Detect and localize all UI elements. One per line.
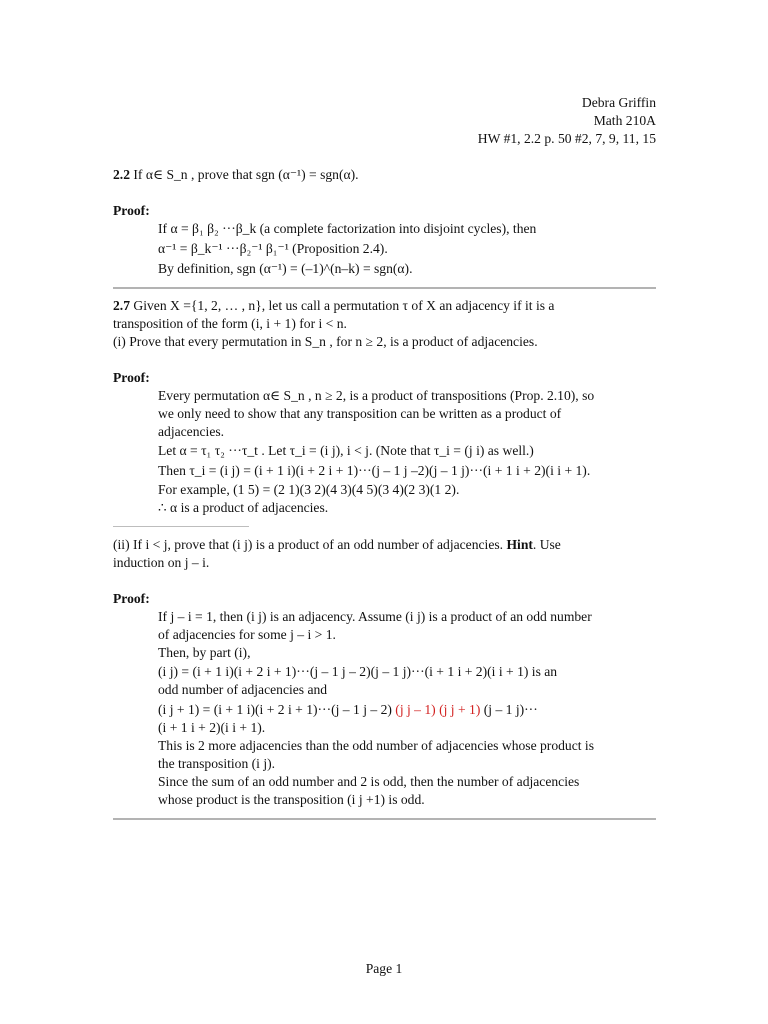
part-ii-text: induction on j – i. — [113, 555, 210, 570]
equation-part: (j – 1 j)··· — [480, 702, 538, 717]
proof-line: Since the sum of an odd number and 2 is odd, then the number of adjacencies — [158, 774, 580, 789]
course-name: Math 210A — [593, 113, 656, 128]
short-divider — [113, 526, 249, 527]
author-name: Debra Griffin — [581, 95, 656, 110]
proof-line: whose product is the transposition (i j +1) is odd. — [158, 792, 425, 807]
proof-line: By definition, sgn (α⁻¹) = (–1)^(n–k) = sgn(α). — [158, 261, 413, 276]
proof-line: Then τ_i = (i j) = (i + 1 i)(i + 2 i + 1)···(j – 1 j –2)(j – 1 j)···(i + 1 i + 2)(i i + 1). — [158, 463, 591, 478]
proof-label: Proof: — [113, 591, 150, 606]
section-divider — [113, 287, 656, 289]
proof-line: of adjacencies for some j – i > 1. — [158, 627, 336, 642]
proof-line: α⁻¹ = β_k⁻¹ ···β₂⁻¹ β₁⁻¹ (Proposition 2.4). — [158, 241, 388, 256]
equation-part: (i j + 1) = (i + 1 i)(i + 2 i + 1)···(j – 1 j – 2) — [158, 702, 396, 717]
proof-label: Proof: — [113, 203, 150, 218]
part-i-statement: (i) Prove that every permutation in S_n , for n ≥ 2, is a product of adjacencies. — [113, 334, 538, 349]
highlighted-adjacencies: (j j – 1) (j j + 1) — [395, 702, 481, 717]
problem-2-7-statement — [113, 297, 554, 315]
problem-text: transposition of the form (i, i + 1) for i < n. — [113, 316, 347, 331]
proof-line: Every permutation α∈ S_n , n ≥ 2, is a product of transpositions (Prop. 2.10), so — [158, 388, 595, 403]
problem-2-2-statement — [113, 166, 359, 184]
proof-line: For example, (1 5) = (2 1)(3 2)(4 3)(4 5)(3 4)(2 3)(1 2). — [158, 482, 460, 497]
page-number: Page 1 — [365, 961, 403, 976]
proof-line: odd number of adjacencies and — [158, 682, 328, 697]
proof-line — [158, 701, 538, 719]
proof-line: the transposition (i j). — [158, 756, 276, 771]
problem-text: If α∈ S_n , prove that sgn (α⁻¹) = sgn(α). — [133, 167, 359, 182]
hint-label: Hint — [506, 537, 533, 552]
proof-line: Then, by part (i), — [158, 645, 251, 660]
problem-number: 2.7 — [113, 298, 130, 313]
problem-text: Given X ={1, 2, … , n}, let us call a permutation τ of X an adjacency if it is a — [133, 298, 555, 313]
proof-line: we only need to show that any transposition can be written as a product of — [158, 406, 562, 421]
proof-line: This is 2 more adjacencies than the odd number of adjacencies whose product is — [158, 738, 594, 753]
proof-line: adjacencies. — [158, 424, 225, 439]
proof-line: (i + 1 i + 2)(i i + 1). — [158, 720, 266, 735]
proof-line: Let α = τ₁ τ₂ ···τ_t . Let τ_i = (i j), i < j. (Note that τ_i = (j i) as well.) — [158, 443, 534, 458]
proof-conclusion: ∴ α is a product of adjacencies. — [158, 500, 329, 515]
assignment-line: HW #1, 2.2 p. 50 #2, 7, 9, 11, 15 — [477, 131, 656, 146]
part-ii-statement — [113, 536, 561, 554]
proof-label: Proof: — [113, 370, 150, 385]
proof-line: If j – i = 1, then (i j) is an adjacency. Assume (i j) is a product of an odd number — [158, 609, 592, 624]
problem-number: 2.2 — [113, 167, 130, 182]
proof-line: (i j) = (i + 1 i)(i + 2 i + 1)···(j – 1 j – 2)(j – 1 j)···(i + 1 i + 2)(i i + 1) is an — [158, 664, 558, 679]
proof-line: If α = β₁ β₂ ···β_k (a complete factorization into disjoint cycles), then — [158, 221, 537, 236]
section-divider — [113, 818, 656, 820]
part-ii-text: . Use — [532, 537, 561, 552]
part-ii-text: (ii) If i < j, prove that (i j) is a product of an odd number of adjacencies. — [113, 537, 504, 552]
